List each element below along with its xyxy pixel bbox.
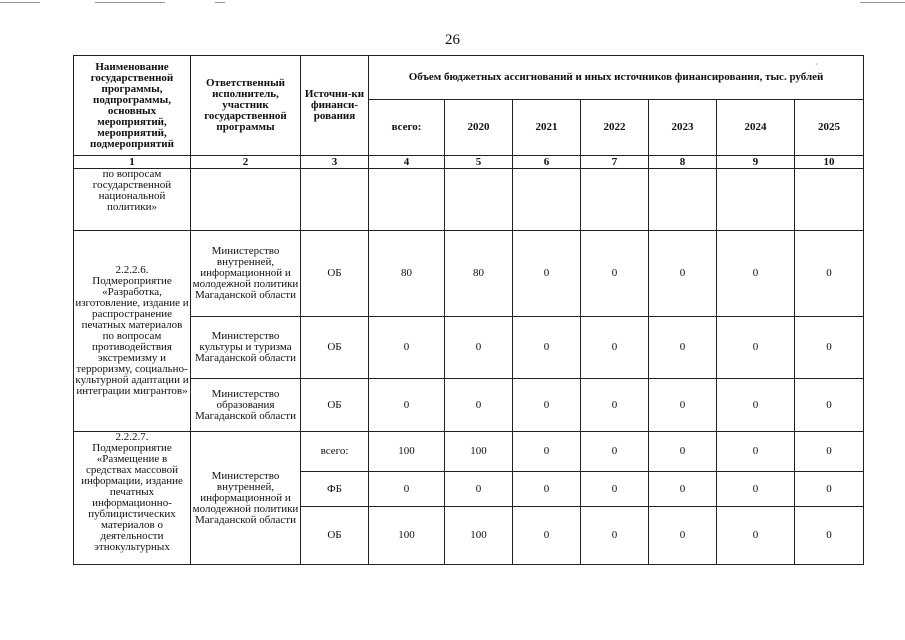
header-year: 2025	[795, 100, 864, 156]
executor-cell: Министерство культуры и туризма Магаданской области	[191, 317, 301, 379]
column-numbers-row	[74, 156, 864, 169]
header-executor: Ответственный исполнитель, участник государственной программы	[191, 56, 301, 156]
source-cell: ФБ	[301, 472, 369, 507]
header-year: 2023	[649, 100, 717, 156]
empty-cell	[649, 169, 717, 231]
value-cell: 0	[717, 507, 795, 565]
header-year: 2021	[513, 100, 581, 156]
value-cell: 0	[581, 379, 649, 432]
value-cell: 0	[581, 432, 649, 472]
top-edge-line	[215, 2, 225, 3]
value-cell: 0	[649, 379, 717, 432]
value-cell: 0	[581, 317, 649, 379]
empty-cell	[369, 169, 445, 231]
header-source: Источни-ки финанси-рования	[301, 56, 369, 156]
top-edge-line	[0, 2, 40, 3]
column-number: 8	[649, 156, 717, 169]
value-cell: 80	[445, 231, 513, 317]
top-edge-line	[860, 2, 905, 3]
value-cell: 0	[649, 231, 717, 317]
empty-cell	[445, 169, 513, 231]
value-cell: 100	[445, 507, 513, 565]
empty-cell	[717, 169, 795, 231]
value-cell: 0	[795, 379, 864, 432]
header-year: 2024	[717, 100, 795, 156]
empty-cell	[191, 169, 301, 231]
subactivity-name: 2.2.2.7. Подмероприятие «Размещение в средствах массовой информации, издание печатных информационно-публицистических материалов о деятельности этнокультурных	[74, 432, 191, 565]
value-cell: 100	[369, 432, 445, 472]
value-cell: 100	[369, 507, 445, 565]
header-year: 2022	[581, 100, 649, 156]
empty-cell	[301, 169, 369, 231]
value-cell: 0	[369, 379, 445, 432]
empty-cell	[795, 169, 864, 231]
header-year: 2020	[445, 100, 513, 156]
page-number: 26	[445, 32, 460, 48]
value-cell: 0	[513, 432, 581, 472]
value-cell: 0	[717, 379, 795, 432]
value-cell: 0	[717, 432, 795, 472]
column-number: 3	[301, 156, 369, 169]
empty-cell	[581, 169, 649, 231]
column-number: 6	[513, 156, 581, 169]
value-cell: 0	[581, 507, 649, 565]
value-cell: 0	[795, 507, 864, 565]
header-row-1	[74, 56, 864, 100]
column-number: 9	[717, 156, 795, 169]
column-number: 1	[74, 156, 191, 169]
value-cell: 0	[513, 317, 581, 379]
executor-cell: Министерство внутренней, информационной и молодежной политики Магаданской области	[191, 231, 301, 317]
budget-table	[73, 55, 864, 565]
subactivity-name: 2.2.2.6. Подмероприятие «Разработка, изготовление, издание и распространение печатных материалов по вопросам противодействия экстремизму и терроризму, социально-культурной адаптации и интеграции мигрантов»	[74, 231, 191, 432]
value-cell: 0	[649, 317, 717, 379]
value-cell: 0	[649, 432, 717, 472]
value-cell: 0	[445, 472, 513, 507]
source-cell: ОБ	[301, 507, 369, 565]
column-number: 10	[795, 156, 864, 169]
value-cell: 0	[513, 231, 581, 317]
value-cell: 0	[369, 317, 445, 379]
value-cell: 0	[445, 379, 513, 432]
value-cell: 0	[581, 231, 649, 317]
executor-cell: Министерство образования Магаданской области	[191, 379, 301, 432]
table-row	[74, 379, 864, 432]
value-cell: 0	[795, 231, 864, 317]
value-cell: 0	[369, 472, 445, 507]
source-cell: ОБ	[301, 231, 369, 317]
executor-cell: Министерство внутренней, информационной и молодежной политики Магаданской области	[191, 432, 301, 565]
value-cell: 0	[795, 432, 864, 472]
table-row	[74, 432, 864, 472]
value-cell: 0	[513, 379, 581, 432]
value-cell: 0	[445, 317, 513, 379]
value-cell: 0	[795, 317, 864, 379]
column-number: 4	[369, 156, 445, 169]
value-cell: 0	[513, 472, 581, 507]
source-cell: ОБ	[301, 317, 369, 379]
source-cell: всего:	[301, 432, 369, 472]
source-cell: ОБ	[301, 379, 369, 432]
value-cell: 0	[717, 317, 795, 379]
table-row	[74, 169, 864, 231]
header-total: всего:	[369, 100, 445, 156]
value-cell: 80	[369, 231, 445, 317]
value-cell: 0	[717, 472, 795, 507]
value-cell: 0	[649, 507, 717, 565]
value-cell: 100	[445, 432, 513, 472]
top-edge-line	[95, 2, 165, 3]
header-budget-group: Объем бюджетных ассигнований и иных источников финансирования, тыс. рублей	[369, 56, 864, 100]
column-number: 2	[191, 156, 301, 169]
value-cell: 0	[513, 507, 581, 565]
scan-mark: ˊ	[815, 62, 818, 72]
table-row	[74, 317, 864, 379]
empty-cell	[513, 169, 581, 231]
column-number: 7	[581, 156, 649, 169]
table-row	[74, 231, 864, 317]
continuation-name: по вопросам государственной национальной политики»	[74, 169, 191, 231]
value-cell: 0	[795, 472, 864, 507]
value-cell: 0	[581, 472, 649, 507]
column-number: 5	[445, 156, 513, 169]
value-cell: 0	[717, 231, 795, 317]
value-cell: 0	[649, 472, 717, 507]
header-name: Наименование государственной программы, подпрограммы, основных мероприятий, мероприятий, подмероприятий	[74, 56, 191, 156]
